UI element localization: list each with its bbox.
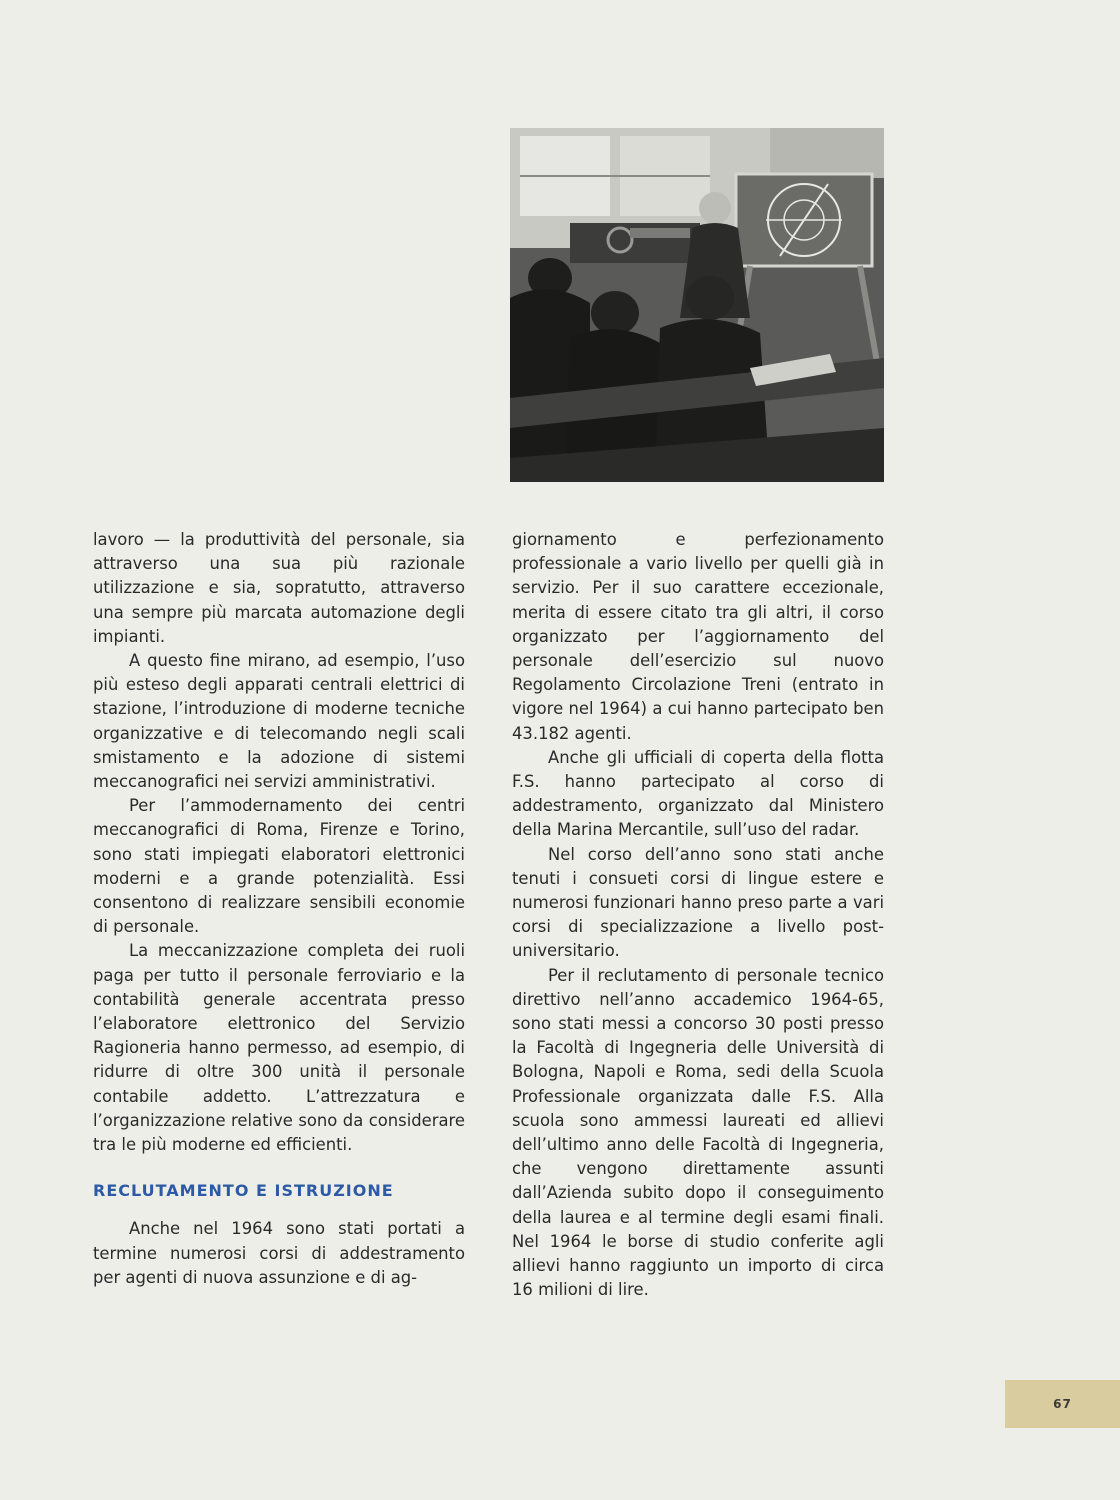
left-paragraph-4: La meccanizzazione completa dei ruoli paga per tutto il personale ferroviario e la contabilità generale accentrata presso l’elaboratore elettronico del Servizio Ragioneria hanno permesso, ad esempio, di ridurre di oltre 300 unità il personale contabile addetto. L’attrezzatura e l’organizzazione relative sono da considerare tra le più moderne ed efficienti. xyxy=(93,941,465,1155)
left-paragraph-2: A questo fine mirano, ad esempio, l’uso più esteso degli apparati centrali elettrici di stazione, l’introduzione di moderne tecniche organizzative e di telecomando negli scali smistamento e la adozione di sistemi meccanografici nei servizi amministrativi. xyxy=(93,651,465,792)
classroom-photo-drawing xyxy=(510,128,884,482)
right-paragraph-3: Nel corso dell’anno sono stati anche tenuti i consueti corsi di lingue estere e numerosi funzionari hanno preso parte a vari corsi di specializzazione a livello post-universitario. xyxy=(512,844,884,961)
left-paragraph-5: Anche nel 1964 sono stati portati a termine numerosi corsi di addestramento per agenti di nuova assunzione e di ag- xyxy=(93,1219,465,1287)
left-column xyxy=(93,528,465,1290)
page-number-tab xyxy=(1005,1380,1120,1428)
right-paragraph-2: Anche gli ufficiali di coperta della flotta F.S. hanno partecipato al corso di addestramento, organizzato dal Ministero della Marina Mercantile, sull’uso del radar. xyxy=(512,747,884,840)
page-number: 67 xyxy=(1053,1397,1072,1411)
left-paragraph-3: Per l’ammodernamento dei centri meccanografici di Roma, Firenze e Torino, sono stati impiegati elaboratori elettronici moderni e a grande potenzialità. Essi consentono di realizzare sensibili economie di personale. xyxy=(93,796,465,937)
section-heading: RECLUTAMENTO E ISTRUZIONE xyxy=(93,1181,394,1201)
left-paragraph-1: lavoro — la produttività del personale, sia attraverso una sua più razionale utilizzazione e sia, sopratutto, attraverso una sempre più marcata automazione degli impianti. xyxy=(93,530,465,646)
right-paragraph-4: Per il reclutamento di personale tecnico direttivo nell’anno accademico 1964-65, sono stati messi a concorso 30 posti presso la Facoltà di Ingegneria delle Università di Bologna, Napoli e Roma, sedi della Scuola Professionale organizzata dalle F.S. Alla scuola sono ammessi laureati ed allievi dell’ultimo anno delle Facoltà di Ingegneria, che vengono direttamente assunti dall’Azienda subito dopo il conseguimento della laurea e al termine degli esami finali. Nel 1964 le borse di studio conferite agli allievi hanno raggiunto un importo di circa 16 milioni di lire. xyxy=(512,965,884,1300)
classroom-photo xyxy=(510,128,884,482)
right-column xyxy=(512,528,884,1303)
right-paragraph-1: giornamento e perfezionamento professionale a vario livello per quelli già in servizio. Per il suo carattere eccezionale, merita di essere citato tra gli altri, il corso organizzato per l’aggiornamento del personale dell’esercizio sul nuovo Regolamento Circolazione Treni (entrato in vigore nel 1964) a cui hanno partecipato ben 43.182 agenti. xyxy=(512,530,884,743)
